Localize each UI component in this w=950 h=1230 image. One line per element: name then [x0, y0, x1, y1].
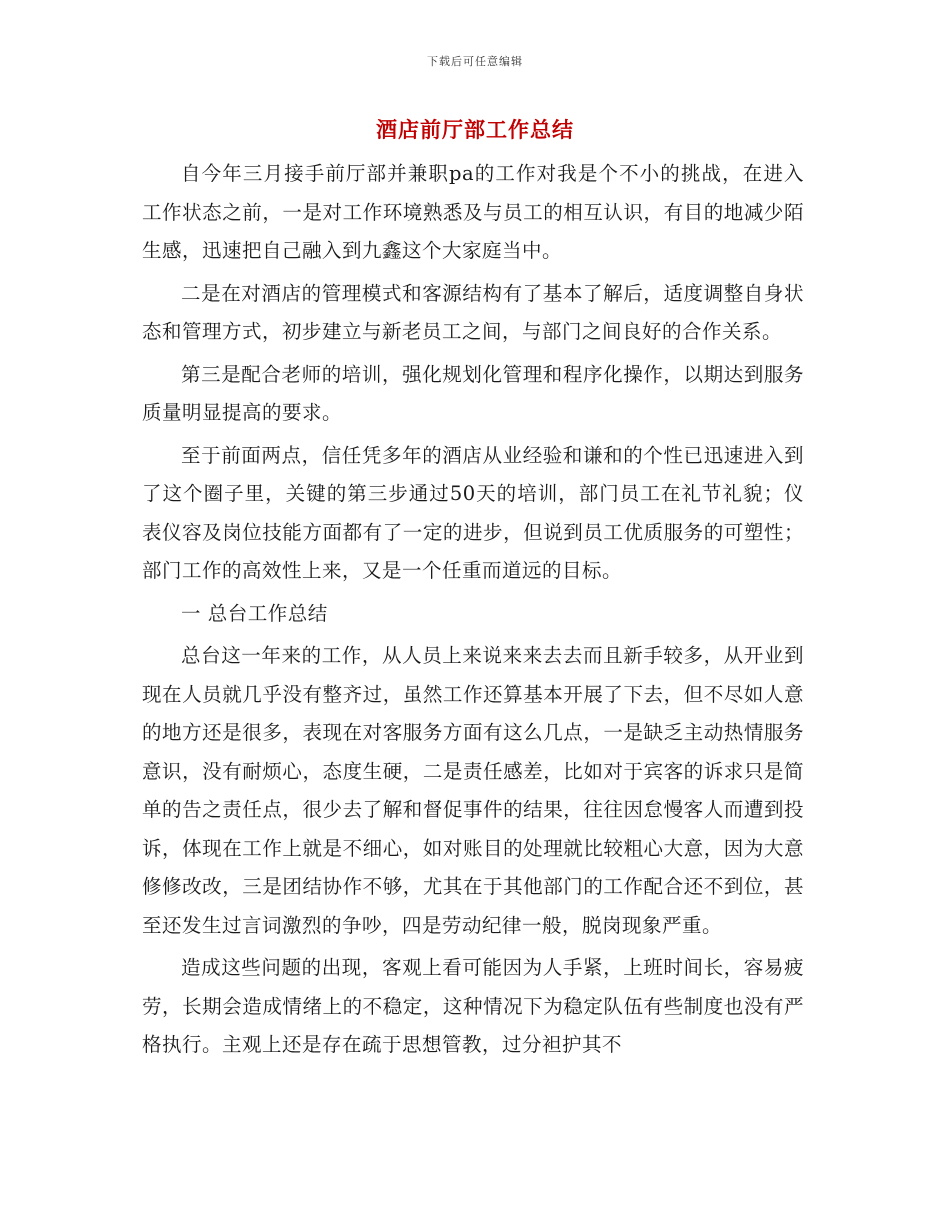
section-heading-front-desk: 一 总台工作总结	[181, 601, 328, 625]
paragraph-3: 第三是配合老师的培训，强化规划化管理和程序化操作，以期达到服务质量明显提高的要求。	[142, 362, 804, 424]
paragraph-4: 至于前面两点，信任凭多年的酒店从业经验和谦和的个性已迅速进入到了这个圈子里，关键的第三步通过50天的培训，部门员工在礼节礼貌；仪表仪容及岗位技能方面都有了一定的进步，但说到员工优质服务的可塑性；部门工作的高效性上来，又是一个任重而道远的目标。	[142, 443, 804, 582]
paragraph-6: 总台这一年来的工作，从人员上来说来来去去而且新手较多，从开业到现在人员就几乎没有整齐过，虽然工作还算基本开展了下去，但不尽如人意的地方还是很多，表现在对客服务方面有这么几点，一是缺乏主动热情服务意识，没有耐烦心，态度生硬，二是责任感差，比如对于宾客的诉求只是简单的告之责任点，很少去了解和督促事件的结果，往往因怠慢客人而遭到投诉，体现在工作上就是不细心，如对账目的处理就比较粗心大意，因为大意修修改改，三是团结协作不够，尤其在于其他部门的工作配合还不到位，甚至还发生过言词激烈的争吵，四是劳动纪律一般，脱岗现象严重。	[142, 644, 804, 937]
document-title: 酒店前厅部工作总结	[376, 117, 574, 142]
paragraph-1: 自今年三月接手前厅部并兼职pa的工作对我是个不小的挑战，在进入工作状态之前，一是对工作环境熟悉及与员工的相互认识，有目的地减少陌生感，迅速把自己融入到九鑫这个大家庭当中。	[142, 162, 804, 262]
document-body	[142, 155, 804, 1069]
paragraph-2: 二是在对酒店的管理模式和客源结构有了基本了解后，适度调整自身状态和管理方式，初步建立与新老员工之间，与部门之间良好的合作关系。	[142, 281, 804, 343]
header-note: 下载后可任意编辑	[427, 55, 523, 68]
paragraph-7: 造成这些问题的出现，客观上看可能因为人手紧，上班时间长，容易疲劳，长期会造成情绪上的不稳定，这种情况下为稳定队伍有些制度也没有严格执行。主观上还是存在疏于思想管教，过分袒护其不	[142, 956, 804, 1056]
